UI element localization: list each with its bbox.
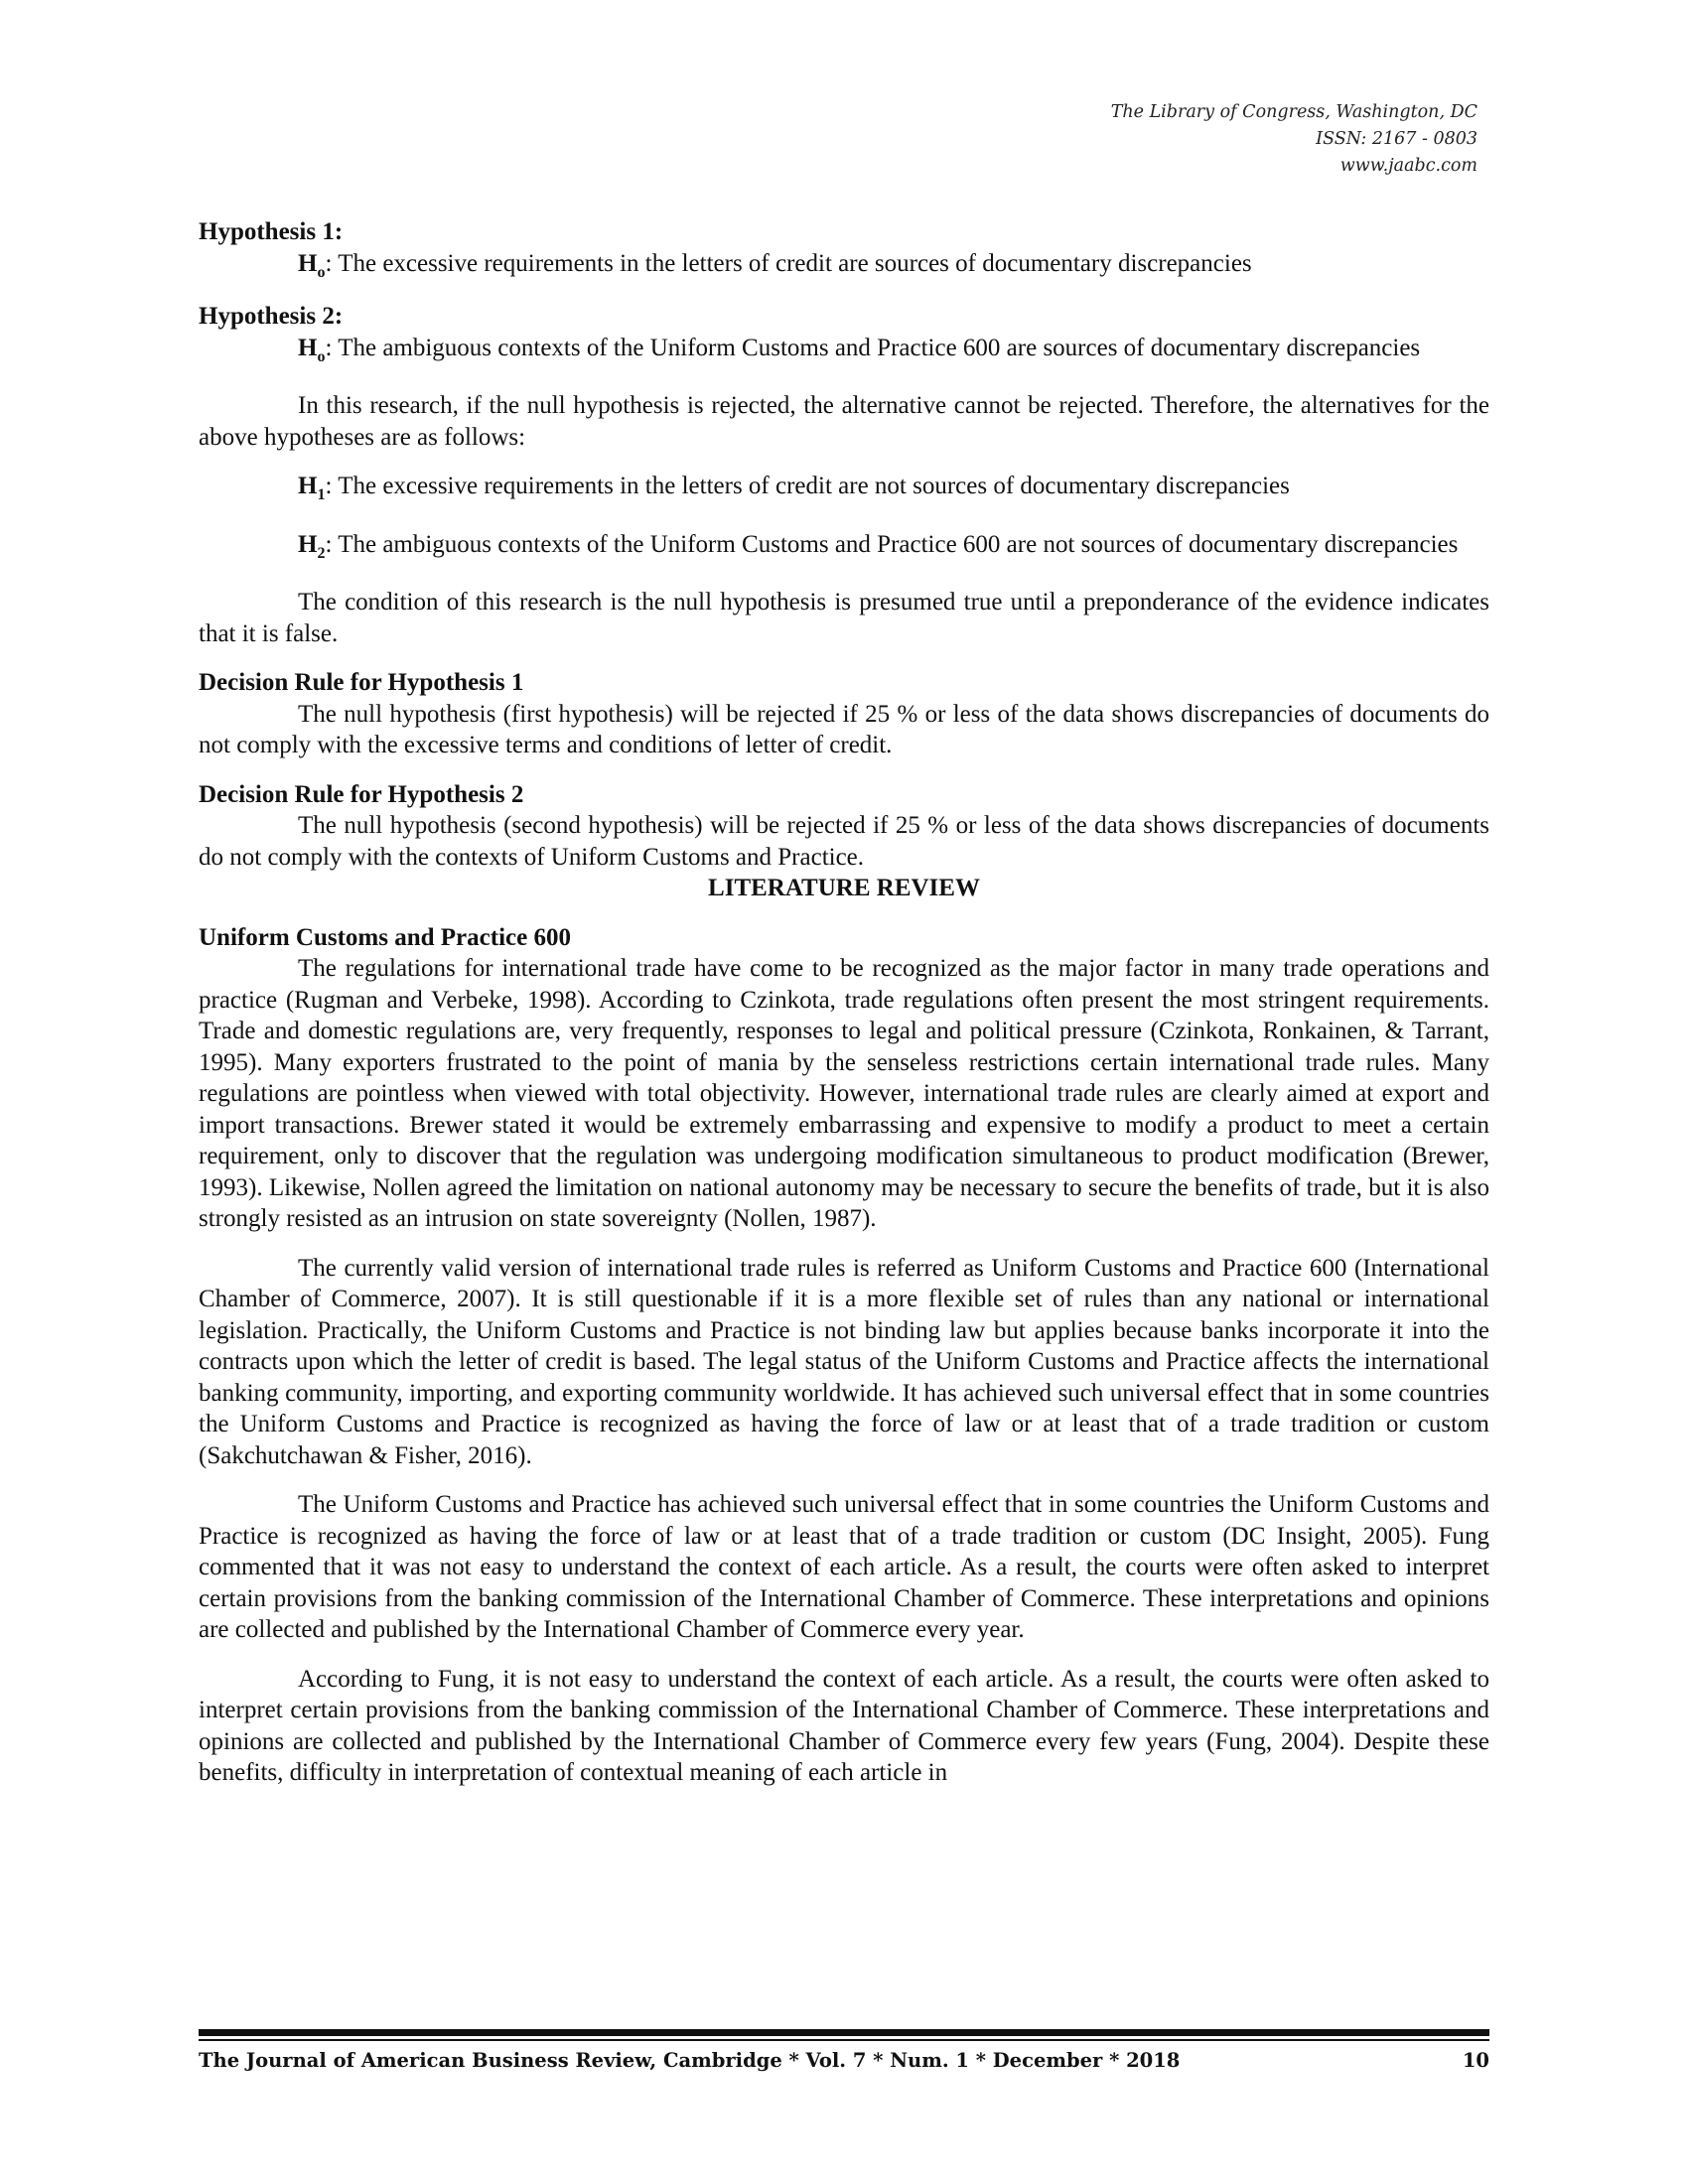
hypothesis-subscript: 1 — [317, 486, 326, 503]
running-header — [1111, 99, 1477, 180]
page-body — [199, 216, 1489, 1789]
section-heading: LITERATURE REVIEW — [708, 875, 980, 901]
hypothesis-label: H — [298, 530, 318, 558]
hypothesis-label: H — [298, 249, 318, 277]
subsection-heading: Uniform Customs and Practice 600 — [199, 923, 571, 951]
header-issn: ISSN: 2167 - 0803 — [1316, 129, 1477, 149]
footer-journal: The Journal of American Business Review, Cambridge * Vol. 7 * Num. 1 * December * 2018 — [199, 2049, 1181, 2072]
hypothesis-text: : The excessive requirements in the letters of credit are sources of documentary discrepancies — [325, 249, 1252, 277]
hypothesis-text: : The ambiguous contexts of the Uniform Customs and Practice 600 are not sources of documentary discrepancies — [325, 530, 1459, 558]
hypothesis-1-null — [199, 248, 1489, 289]
literature-paragraph-2: The currently valid version of international trade rules is referred as Uniform Customs and Practice 600 (International Chamber of Commerce, 2007). It is still questionable if it is a more flexible set of rules than any national or international legislation. Practically, the Uniform Customs and Practice is not binding law but applies because banks incorporate it into the contracts upon which the letter of credit is based. The legal status of the Uniform Customs and Practice affects the international banking community, importing, and exporting community worldwide. It has achieved such universal effect that in some countries the Uniform Customs and Practice is recognized as having the force of law or at least that of a trade tradition or custom (Sakchutchawan & Fisher, 2016). — [199, 1254, 1489, 1469]
alternatives-paragraph: In this research, if the null hypothesis is rejected, the alternative cannot be rejected. Therefore, the alternatives for the above hypotheses are as follows: — [199, 392, 1489, 451]
alternative-hypothesis-2 — [199, 529, 1489, 570]
hypothesis-2-null — [199, 333, 1489, 373]
literature-paragraph-3: The Uniform Customs and Practice has achieved such universal effect that in some countries the Uniform Customs and Practice is recognized as having the force of law or at least that of a trade tradition or custom (DC Insight, 2005). Fung commented that it was not easy to understand the context of each article. As a result, the courts were often asked to interpret certain provisions from the banking commission of the International Chamber of Commerce. These interpretations and opinions are collected and published by the International Chamber of Commerce every year. — [199, 1491, 1489, 1643]
running-footer — [199, 2049, 1489, 2072]
hypothesis-text: : The ambiguous contexts of the Uniform Customs and Practice 600 are sources of documentary discrepancies — [325, 334, 1421, 361]
hypothesis-2-heading: Hypothesis 2: — [199, 303, 344, 330]
decision-rule-2-text: The null hypothesis (second hypothesis) will be rejected if 25 % or less of the data shows discrepancies of documents do not comply with the contexts of Uniform Customs and Practice. — [199, 812, 1489, 871]
decision-rule-1-text: The null hypothesis (first hypothesis) will be rejected if 25 % or less of the data shows discrepancies of documents do not comply with the excessive terms and conditions of letter of credit. — [199, 700, 1489, 758]
hypothesis-subscript: o — [317, 347, 326, 365]
header-library: The Library of Congress, Washington, DC — [1110, 102, 1477, 122]
literature-paragraph-1: The regulations for international trade have come to be recognized as the major factor in many trade operations and practice (Rugman and Verbeke, 1998). According to Czinkota, trade regulations often present the most stringent requirements. Trade and domestic regulations are, very frequently, responses to legal and political pressure (Czinkota, Ronkainen, & Tarrant, 1995). Many exporters frustrated to the point of mania by the senseless restrictions certain international trade rules. Many regulations are pointless when viewed with total objectivity. However, international trade rules are clearly aimed at export and import transactions. Brewer stated it would be extremely embarrassing and expensive to modify a product to meet a certain requirement, only to discover that the regulation was undergoing modification simultaneous to product modification (Brewer, 1993). Likewise, Nollen agreed the limitation on national autonomy may be necessary to secure the benefits of trade, but it is also strongly resisted as an intrusion on state sovereignty (Nollen, 1987). — [199, 955, 1489, 1232]
footer-rule — [199, 2029, 1489, 2036]
hypothesis-subscript: o — [317, 263, 326, 281]
alternative-hypothesis-1 — [199, 471, 1489, 511]
decision-rule-2-heading: Decision Rule for Hypothesis 2 — [199, 780, 524, 808]
literature-paragraph-4: According to Fung, it is not easy to understand the context of each article. As a result, the courts were often asked to interpret certain provisions from the banking commission of the International Chamber of Commerce. These interpretations and opinions are collected and published by the International Chamber of Commerce every few years (Fung, 2004). Despite these benefits, difficulty in interpretation of contextual meaning of each article in — [199, 1665, 1489, 1786]
header-website: www.jaabc.com — [1339, 156, 1477, 176]
hypothesis-label: H — [298, 334, 318, 361]
hypothesis-label: H — [298, 473, 318, 499]
footer-rule-thin — [199, 2039, 1489, 2041]
hypothesis-subscript: 2 — [317, 544, 326, 562]
decision-rule-1-heading: Decision Rule for Hypothesis 1 — [199, 669, 524, 696]
hypothesis-text: : The excessive requirements in the letters of credit are not sources of documentary discrepancies — [325, 473, 1290, 499]
hypothesis-1-heading: Hypothesis 1: — [199, 218, 344, 245]
page-number: 10 — [1462, 2049, 1489, 2072]
condition-paragraph: The condition of this research is the null hypothesis is presumed true until a preponderance of the evidence indicates that it is false. — [199, 589, 1489, 647]
